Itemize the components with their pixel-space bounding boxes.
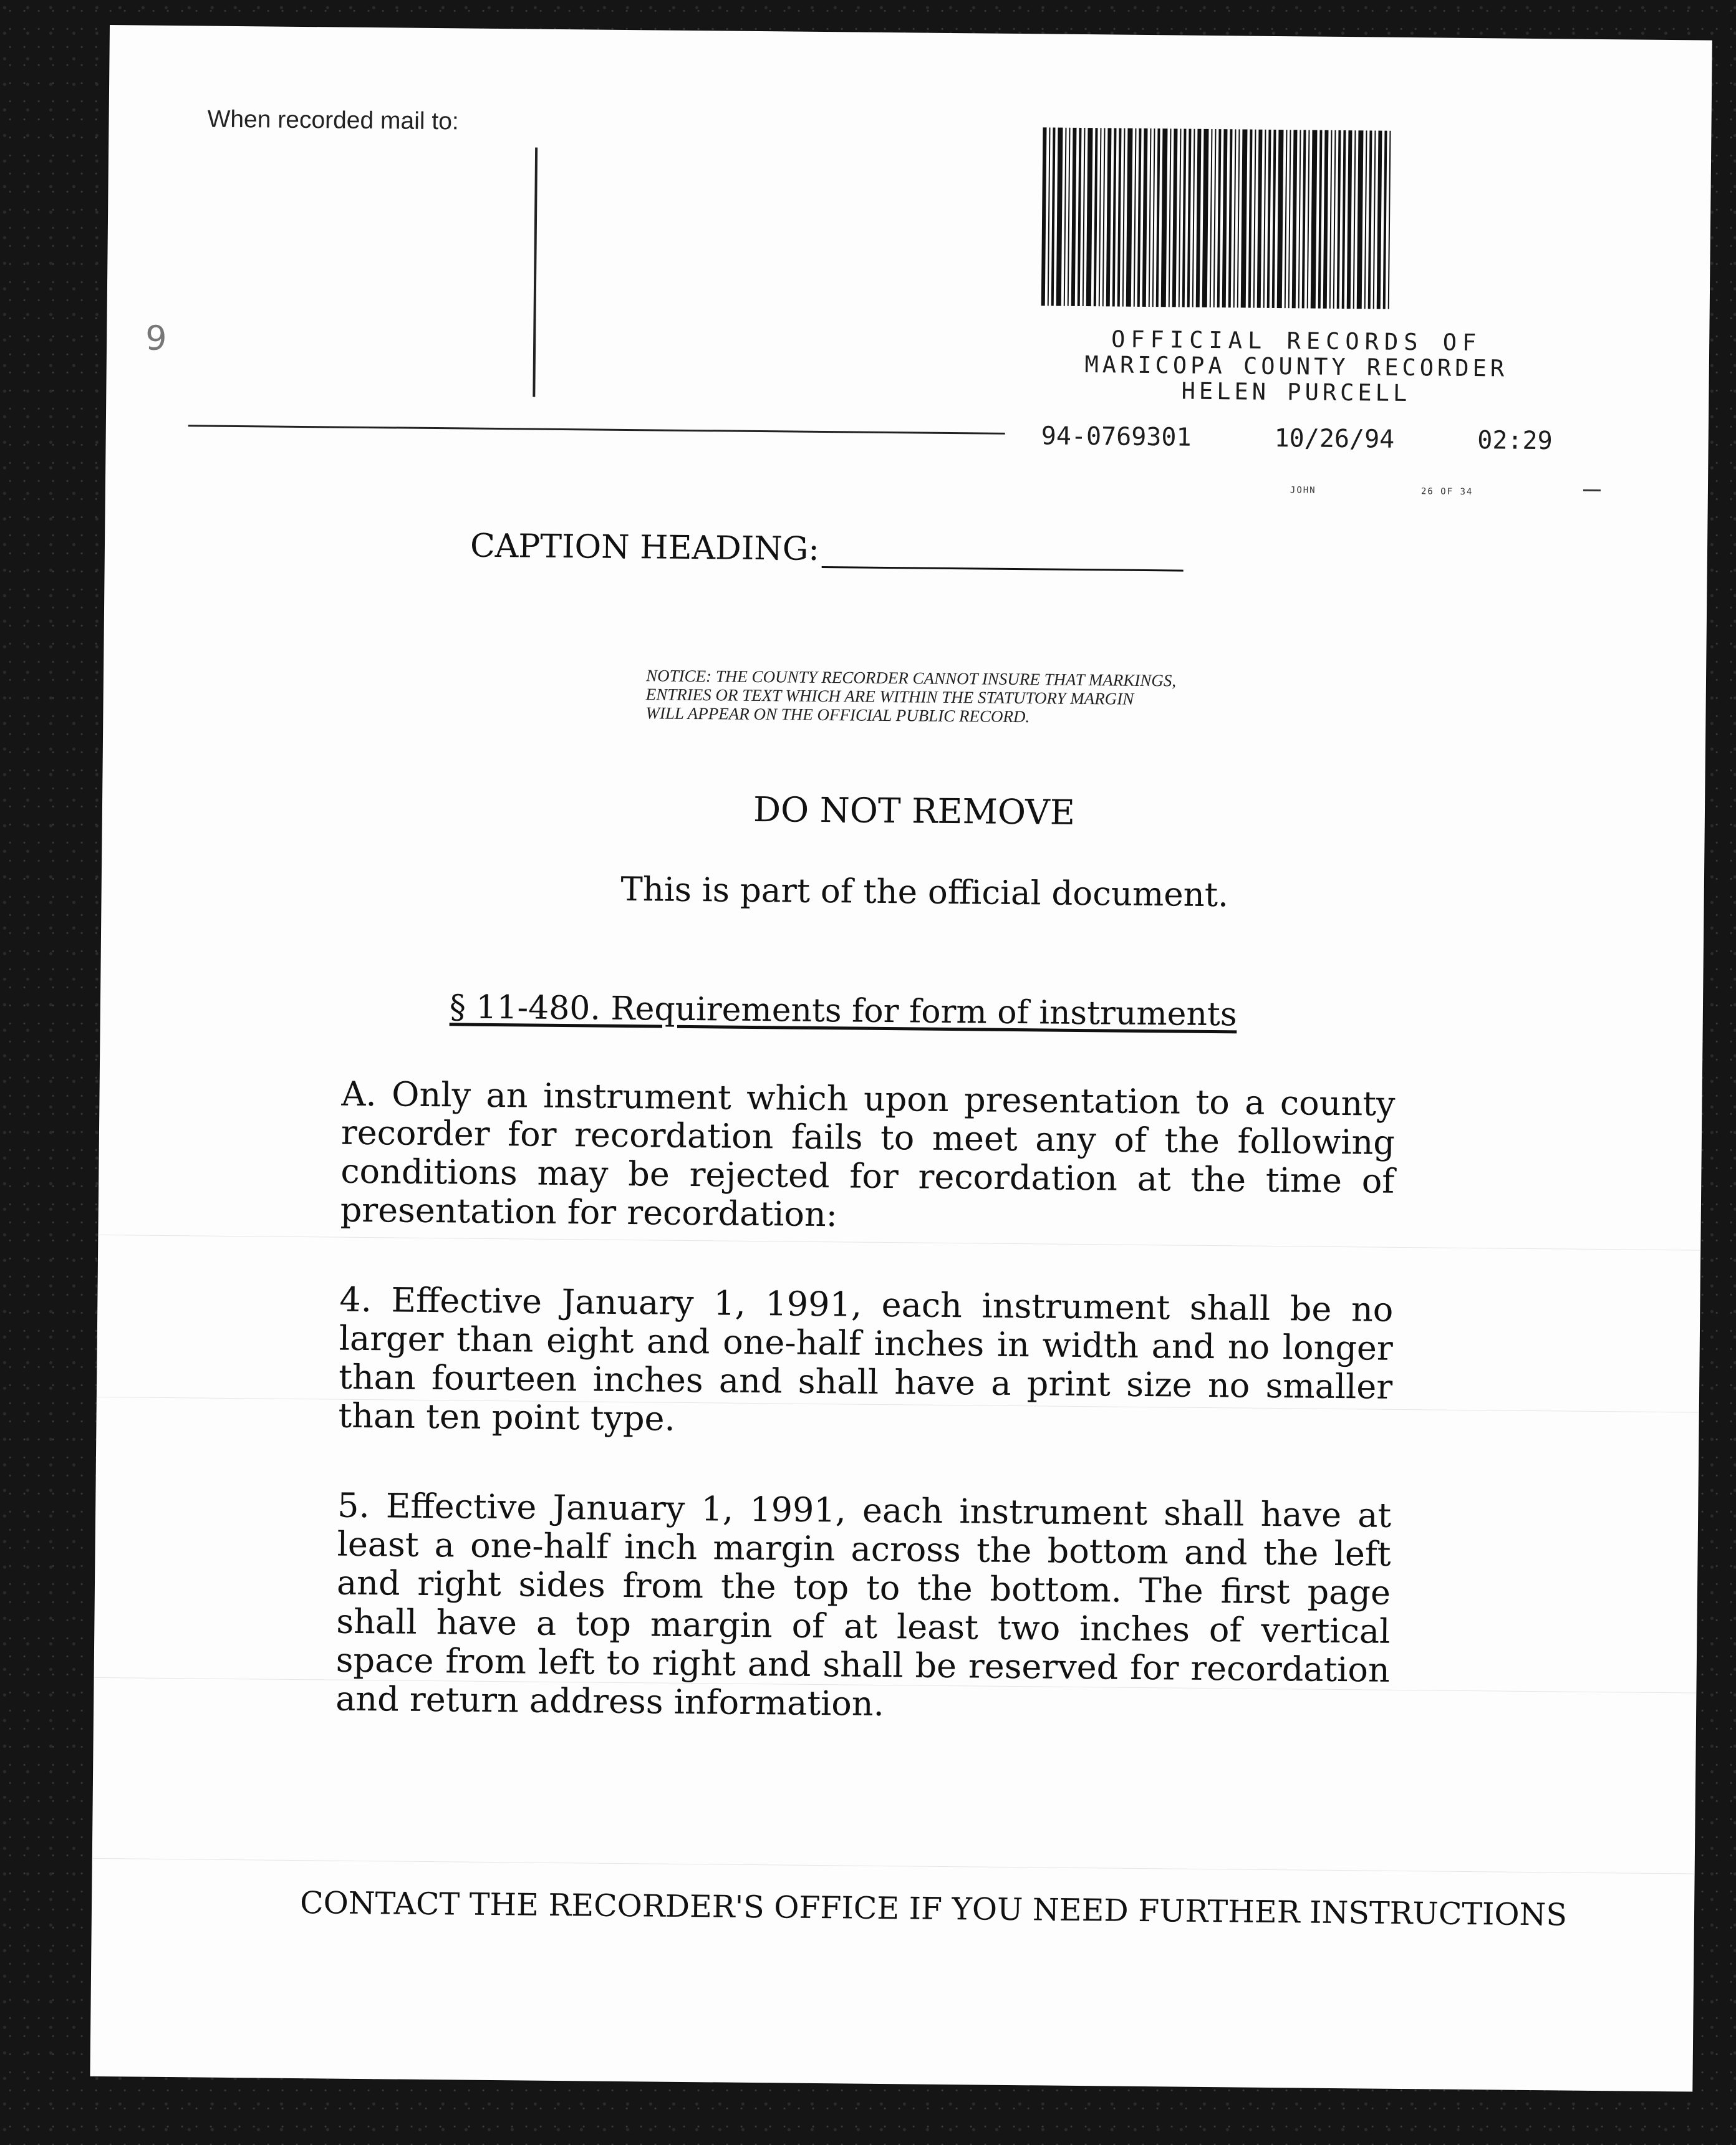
barcode-bar (1307, 130, 1310, 308)
barcode-bar (1051, 128, 1056, 306)
caption-heading (470, 528, 1184, 572)
stamp-dash (1583, 489, 1601, 491)
notice-line-2: ENTRIES OR TEXT WHICH ARE WITHIN THE STATUTORY MARGIN (645, 685, 1134, 708)
barcode-bar (1152, 128, 1155, 307)
barcode-bar (1086, 128, 1093, 306)
barcode-bar (1329, 130, 1333, 309)
barcode-bar (1323, 130, 1329, 309)
barcode-bar (1137, 128, 1142, 307)
handwritten-mark: 9 (145, 318, 167, 358)
barcode-bar (1172, 128, 1178, 307)
recorder-stamp (1046, 325, 1546, 407)
barcode-bar (1156, 128, 1160, 307)
barcode-bar (1263, 130, 1266, 308)
barcode-bar (1228, 129, 1233, 307)
barcode-bar (1117, 128, 1122, 307)
part-of-document-text: This is part of the official document. (620, 870, 1229, 915)
barcode-bar (1377, 131, 1382, 309)
barcode-bar (1318, 130, 1323, 309)
barcode-bar (1182, 129, 1187, 307)
barcode-bar (1056, 128, 1063, 306)
barcode-bar (1192, 129, 1195, 307)
section-heading: § 11-480. Requirements for form of instruments (449, 988, 1237, 1034)
barcode-bar (1288, 130, 1291, 308)
stamp-line-2: MARICOPA COUNTY RECORDER (1084, 351, 1508, 382)
paragraph-a: A. Only an instrument which upon presentation to a county recorder for recordation fails to meet any of the following conditions may be rejected for recordation at the time of presentation for recordation: (340, 1074, 1396, 1235)
barcode-bar (1222, 129, 1228, 307)
barcode-bar (1149, 128, 1152, 307)
barcode-bar (1169, 128, 1172, 307)
barcode-bar (1347, 130, 1353, 309)
barcode-bar (1094, 128, 1098, 306)
paragraph-5: 5. Effective January 1, 1991, each instrument shall have at least a one-half inch margin across the bottom and the left and right sides from the top to the bottom. The first page shall have a top margin of at least two inches of vertical space from left to right and shall be reserved for recordation and return address information. (335, 1485, 1392, 1724)
barcode-bar (1292, 130, 1298, 308)
stamp-line-1: OFFICIAL RECORDS OF (1111, 325, 1482, 357)
barcode-bar (1298, 130, 1301, 308)
barcode-bar (1102, 128, 1106, 306)
barcode-bar (1277, 130, 1284, 308)
barcode-bar (1142, 128, 1148, 307)
barcode-bar (1248, 130, 1253, 308)
barcode-bar (1064, 128, 1067, 306)
barcode-bar (1311, 130, 1318, 309)
barcode-bar (1233, 129, 1237, 307)
barcode-bar (1187, 129, 1192, 307)
barcode-bar (1237, 129, 1240, 307)
notice-line-3: WILL APPEAR ON THE OFFICIAL PUBLIC RECORD. (645, 703, 1030, 726)
document-page (90, 25, 1712, 2092)
barcode-bar (1196, 129, 1202, 307)
barcode-bar (1202, 129, 1209, 307)
barcode-bar (1373, 130, 1376, 309)
barcode-bar (1134, 128, 1137, 307)
barcode-bar (1048, 127, 1051, 306)
stamp-page-count: 26 OF 34 (1420, 486, 1473, 498)
record-number: 94-0769301 (1041, 422, 1192, 452)
barcode-bar (1241, 129, 1248, 307)
barcode-bar (1364, 130, 1367, 309)
barcode-bar (1078, 128, 1082, 306)
barcode-bar (1122, 128, 1126, 307)
scan-artifact-line (92, 1858, 1695, 1874)
caption-heading-label: CAPTION HEADING: (470, 527, 820, 568)
barcode-bar (1357, 130, 1364, 309)
caption-blank-line (822, 534, 1184, 572)
barcode-bar (1179, 128, 1182, 307)
barcode-bar (1213, 129, 1217, 307)
notice (645, 666, 1301, 728)
do-not-remove-heading: DO NOT REMOVE (753, 789, 1076, 832)
scan-artifact-line (98, 1235, 1700, 1251)
barcode-bar (1099, 128, 1102, 306)
barcode-bar (1068, 128, 1071, 306)
barcode-bar (1267, 130, 1271, 308)
barcode-bar (1342, 130, 1346, 309)
barcode-bar (1383, 131, 1387, 309)
barcode-bar (1333, 130, 1336, 309)
contact-footer: CONTACT THE RECORDER'S OFFICE IF YOU NEED FURTHER INSTRUCTIONS (299, 1885, 1568, 1933)
barcode (1041, 127, 1542, 311)
barcode-bar (1257, 130, 1263, 308)
barcode-bar (1302, 130, 1306, 308)
paragraph-4: 4. Effective January 1, 1991, each instrument shall be no larger than eight and one-half inches in width and no longer than fourteen inches and shall have a print size no smaller than ten point type. (338, 1280, 1394, 1439)
barcode-bar (1368, 130, 1372, 309)
address-box-divider (533, 148, 538, 397)
notice-line-1: NOTICE: THE COUNTY RECORDER CANNOT INSURE THAT MARKINGS, (645, 666, 1177, 690)
barcode-bar (1126, 128, 1133, 307)
barcode-bar (1272, 130, 1276, 308)
barcode-bar (1161, 128, 1168, 307)
barcode-bar (1285, 130, 1288, 308)
barcode-bar (1106, 128, 1112, 306)
stamp-clerk: JOHN (1290, 485, 1316, 496)
barcode-bar (1337, 130, 1341, 309)
barcode-bar (1353, 130, 1356, 309)
barcode-bar (1041, 127, 1047, 306)
barcode-bar (1071, 128, 1077, 306)
barcode-bar (1253, 130, 1256, 308)
barcode-bar (1083, 128, 1086, 306)
stamp-line-3: HELEN PURCELL (1181, 377, 1411, 407)
record-date: 10/26/94 (1274, 423, 1395, 454)
barcode-bar (1210, 129, 1213, 307)
barcode-bar (1112, 128, 1117, 306)
barcode-bar (1388, 131, 1391, 309)
record-time: 02:29 (1477, 426, 1553, 456)
barcode-bar (1217, 129, 1222, 307)
address-box-rule (188, 425, 1005, 435)
mail-to-label: When recorded mail to: (207, 105, 459, 135)
stamp-record-info (1041, 422, 1553, 455)
